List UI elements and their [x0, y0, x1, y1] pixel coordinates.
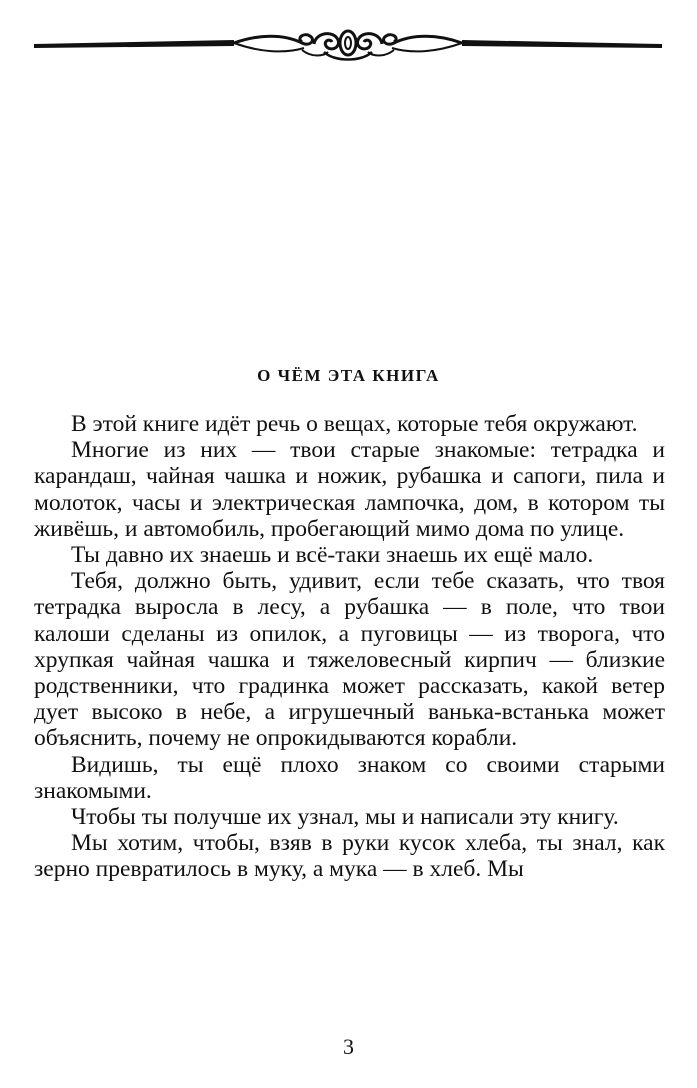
paragraph: Многие из них — твои старые знакомые: тетрадка и карандаш, чайная чашка и ножик, рубашка и сапоги, пила и молоток, часы и электрическая лампочка, дом, в котором ты живёшь, и автомобиль, пробегающий мимо дома по улице. — [34, 437, 665, 542]
header-ornament — [34, 26, 662, 66]
paragraph: Видишь, ты ещё плохо знаком со своими старыми знакомыми. — [34, 751, 665, 804]
chapter-title: О ЧЁМ ЭТА КНИГА — [257, 366, 440, 385]
paragraph: В этой книге идёт речь о вещах, которые тебя окружают. — [71, 411, 638, 437]
page-number: 3 — [343, 1034, 354, 1059]
paragraph: Мы хотим, чтобы, взяв в руки кусок хлеба, ты знал, как зерно превратилось в муку, а мука — в хлеб. Мы — [34, 830, 665, 883]
body-text — [34, 411, 665, 883]
paragraph: Ты давно их знаешь и всё-таки знаешь их ещё мало. — [71, 542, 594, 569]
paragraph: Чтобы ты получше их узнал, мы и написали эту книгу. — [71, 804, 619, 831]
paragraph: Тебя, должно быть, удивит, если тебе сказать, что твоя тетрадка выросла в лесу, а рубашка — в поле, что твои калоши сделаны из опилок, а пуговицы — из творога, что хрупкая чайная чашка и тяжеловесный кирпич — близкие родственники, что градинка может рассказать, какой ветер дует высоко в небе, а игрушечный ванька-встанька может объяснить, почему не опрокидываются корабли. — [34, 568, 665, 752]
